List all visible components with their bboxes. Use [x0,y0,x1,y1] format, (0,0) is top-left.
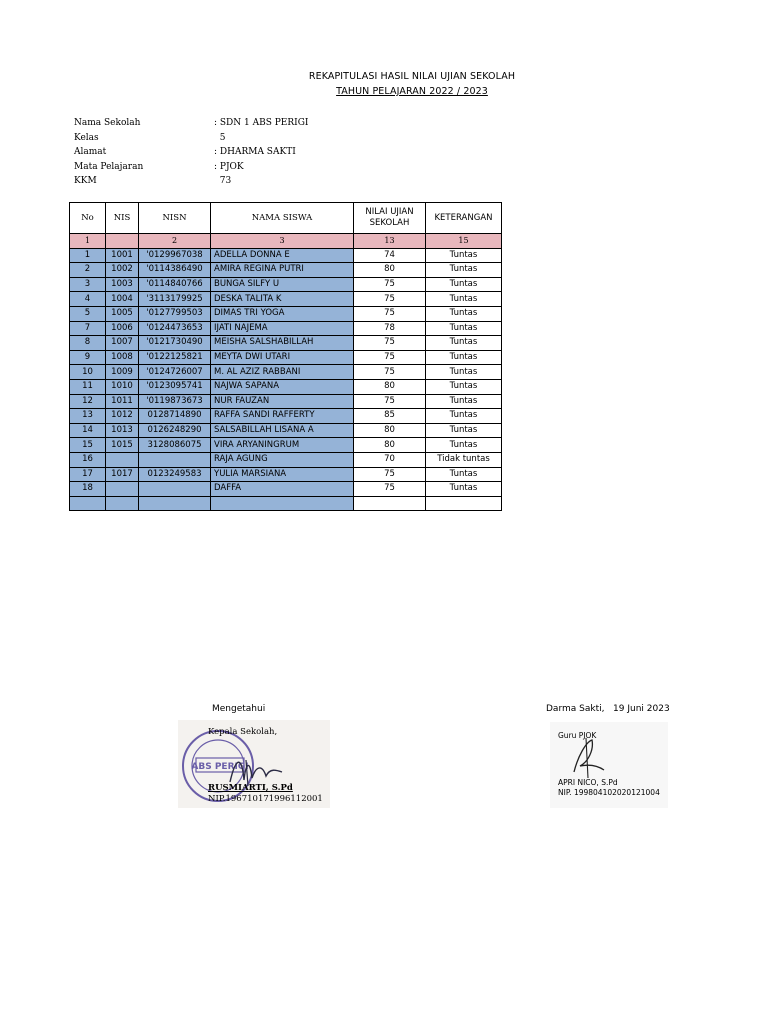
cell-no: 3 [70,277,106,292]
cell-nama: RAFFA SANDI RAFFERTY [211,409,354,424]
cell-no [70,496,106,511]
cell-nis: 1013 [106,423,139,438]
cell-nis: 1017 [106,467,139,482]
cell-keterangan: Tuntas [426,277,502,292]
cell-nisn: '0123095741 [139,379,211,394]
info-value: : DHARMA SAKTI [214,147,296,158]
cell-keterangan [426,496,502,511]
teacher-name: APRI NICO, S.Pd [558,778,618,787]
index-cell: 3 [211,234,354,249]
cell-nis: 1015 [106,438,139,453]
cell-nilai [354,496,426,511]
cell-nis [106,496,139,511]
cell-keterangan: Tuntas [426,379,502,394]
principal-nip: NIP.196710171996112001 [208,794,323,804]
info-value: : SDN 1 ABS PERIGI [214,118,309,128]
cell-nilai: 80 [354,423,426,438]
cell-nis: 1007 [106,336,139,351]
info-label: KKM [74,176,97,187]
cell-keterangan: Tuntas [426,409,502,424]
column-header-no: No [70,203,106,234]
principal-signature-block [178,700,338,810]
document-title: REKAPITULASI HASIL NILAI UJIAN SEKOLAH [308,71,516,82]
cell-nama: SALSABILLAH LISANA A [211,423,354,438]
cell-nis: 1003 [106,277,139,292]
table-row [70,496,502,511]
table-row [70,350,502,365]
cell-nilai: 75 [354,306,426,321]
cell-keterangan: Tuntas [426,350,502,365]
table-row [70,277,502,292]
cell-no: 15 [70,438,106,453]
info-row-kkm [74,174,308,189]
cell-nilai: 80 [354,263,426,278]
table-row [70,336,502,351]
cell-nisn: 3128086075 [139,438,211,453]
cell-nisn: '0127799503 [139,306,211,321]
cell-nama [211,496,354,511]
cell-nis: 1008 [106,350,139,365]
cell-nisn: 0128714890 [139,409,211,424]
cell-nilai: 85 [354,409,426,424]
column-header-keterangan: KETERANGAN [426,203,502,234]
table-row [70,248,502,263]
cell-nis: 1001 [106,248,139,263]
cell-nis: 1010 [106,379,139,394]
info-label: Kelas [74,132,99,143]
index-cell: 13 [354,234,426,249]
cell-nama: DESKA TALITA K [211,292,354,307]
info-row-address [74,145,308,160]
cell-nisn: '0114386490 [139,263,211,278]
cell-nisn: 0123249583 [139,467,211,482]
cell-nisn: '0129967038 [139,248,211,263]
cell-no: 13 [70,409,106,424]
cell-nis [106,452,139,467]
cell-nama: BUNGA SILFY U [211,277,354,292]
info-row-school [74,116,308,131]
cell-keterangan: Tuntas [426,306,502,321]
info-value: : PJOK [214,161,244,172]
cell-nama: YULIA MARSIANA [211,467,354,482]
column-header-nisn: NISN [139,203,211,234]
cell-nilai: 75 [354,482,426,497]
principal-name: RUSMIARTI, S.Pd [208,783,293,793]
teacher-signature-block [544,700,674,810]
table-row [70,482,502,497]
teacher-role: Guru PJOK [558,731,597,740]
index-cell: 2 [139,234,211,249]
cell-nis: 1004 [106,292,139,307]
info-row-subject [74,160,308,175]
principal-role: Kepala Sekolah, [208,727,278,737]
cell-no: 5 [70,306,106,321]
cell-nisn: '0119873673 [139,394,211,409]
cell-keterangan: Tuntas [426,482,502,497]
cell-no: 8 [70,336,106,351]
cell-no: 14 [70,423,106,438]
index-cell [106,234,139,249]
info-label: Alamat [74,147,107,158]
table-row [70,321,502,336]
cell-no: 2 [70,263,106,278]
cell-nama: MEISHA SALSHABILLAH [211,336,354,351]
table-header-row [70,203,502,234]
cell-nama: VIRA ARYANINGRUM [211,438,354,453]
cell-no: 1 [70,248,106,263]
cell-nis: 1012 [106,409,139,424]
cell-nisn [139,482,211,497]
cell-no: 18 [70,482,106,497]
cell-nama: IJATI NAJEMA [211,321,354,336]
cell-nisn [139,452,211,467]
table-row [70,365,502,380]
cell-keterangan: Tuntas [426,292,502,307]
index-cell: 1 [70,234,106,249]
cell-nilai: 75 [354,277,426,292]
cell-nisn: '0114840766 [139,277,211,292]
column-header-nis: NIS [106,203,139,234]
cell-no: 10 [70,365,106,380]
cell-nama: RAJA AGUNG [211,452,354,467]
cell-nilai: 78 [354,321,426,336]
teacher-nip: NIP. 199804102020121004 [558,788,660,797]
cell-nama: NUR FAUZAN [211,394,354,409]
cell-nisn: '0121730490 [139,336,211,351]
cell-keterangan: Tidak tuntas [426,452,502,467]
cell-nilai: 75 [354,467,426,482]
cell-nilai: 75 [354,350,426,365]
cell-nilai: 80 [354,379,426,394]
table-row [70,409,502,424]
signing-date: Darma Sakti, 19 Juni 2023 [546,704,670,714]
cell-no: 7 [70,321,106,336]
info-value: 73 [214,176,232,187]
table-row [70,292,502,307]
cell-keterangan: Tuntas [426,321,502,336]
cell-keterangan: Tuntas [426,263,502,278]
table-row [70,438,502,453]
cell-nilai: 75 [354,365,426,380]
cell-nilai: 74 [354,248,426,263]
cell-nama: DAFFA [211,482,354,497]
stamp-text: ABS PERIGI [191,762,249,772]
cell-keterangan: Tuntas [426,467,502,482]
cell-keterangan: Tuntas [426,394,502,409]
info-row-class [74,131,308,146]
info-value: 5 [214,132,226,143]
academic-year-title: TAHUN PELAJARAN 2022 / 2023 [336,86,488,97]
handwritten-signature-icon [568,736,608,780]
cell-nisn: '3113179925 [139,292,211,307]
index-cell: 15 [426,234,502,249]
cell-no: 4 [70,292,106,307]
cell-nama: NAJWA SAPANA [211,379,354,394]
table-row [70,452,502,467]
cell-nisn: '0124726007 [139,365,211,380]
table-row [70,379,502,394]
column-header-nilai: NILAI UJIAN SEKOLAH [354,203,426,234]
acknowledgement-label: Mengetahui [212,704,266,714]
cell-nama: AMIRA REGINA PUTRI [211,263,354,278]
table-row [70,423,502,438]
cell-keterangan: Tuntas [426,365,502,380]
cell-nilai: 75 [354,292,426,307]
cell-keterangan: Tuntas [426,336,502,351]
cell-keterangan: Tuntas [426,423,502,438]
grades-table [69,202,502,511]
cell-nis: 1002 [106,263,139,278]
table-row [70,467,502,482]
cell-nisn: 0126248290 [139,423,211,438]
table-row [70,306,502,321]
cell-nilai: 70 [354,452,426,467]
cell-no: 16 [70,452,106,467]
cell-nisn: '0124473653 [139,321,211,336]
info-label: Nama Sekolah [74,118,141,128]
cell-nis [106,482,139,497]
info-label: Mata Pelajaran [74,161,144,172]
cell-nis: 1005 [106,306,139,321]
cell-keterangan: Tuntas [426,248,502,263]
cell-nis: 1011 [106,394,139,409]
cell-nis: 1006 [106,321,139,336]
column-header-nama: NAMA SISWA [211,203,354,234]
cell-nama: MEYTA DWI UTARI [211,350,354,365]
school-info [74,116,308,189]
cell-nilai: 75 [354,394,426,409]
cell-nilai: 80 [354,438,426,453]
cell-keterangan: Tuntas [426,438,502,453]
table-row [70,394,502,409]
cell-no: 12 [70,394,106,409]
cell-nama: DIMAS TRI YOGA [211,306,354,321]
cell-nilai: 75 [354,336,426,351]
cell-nis: 1009 [106,365,139,380]
table-row [70,263,502,278]
cell-no: 9 [70,350,106,365]
cell-nama: M. AL AZIZ RABBANI [211,365,354,380]
cell-nisn [139,496,211,511]
cell-nama: ADELLA DONNA E [211,248,354,263]
column-index-row [70,234,502,249]
cell-nisn: '0122125821 [139,350,211,365]
cell-no: 11 [70,379,106,394]
table-body [70,248,502,511]
cell-no: 17 [70,467,106,482]
